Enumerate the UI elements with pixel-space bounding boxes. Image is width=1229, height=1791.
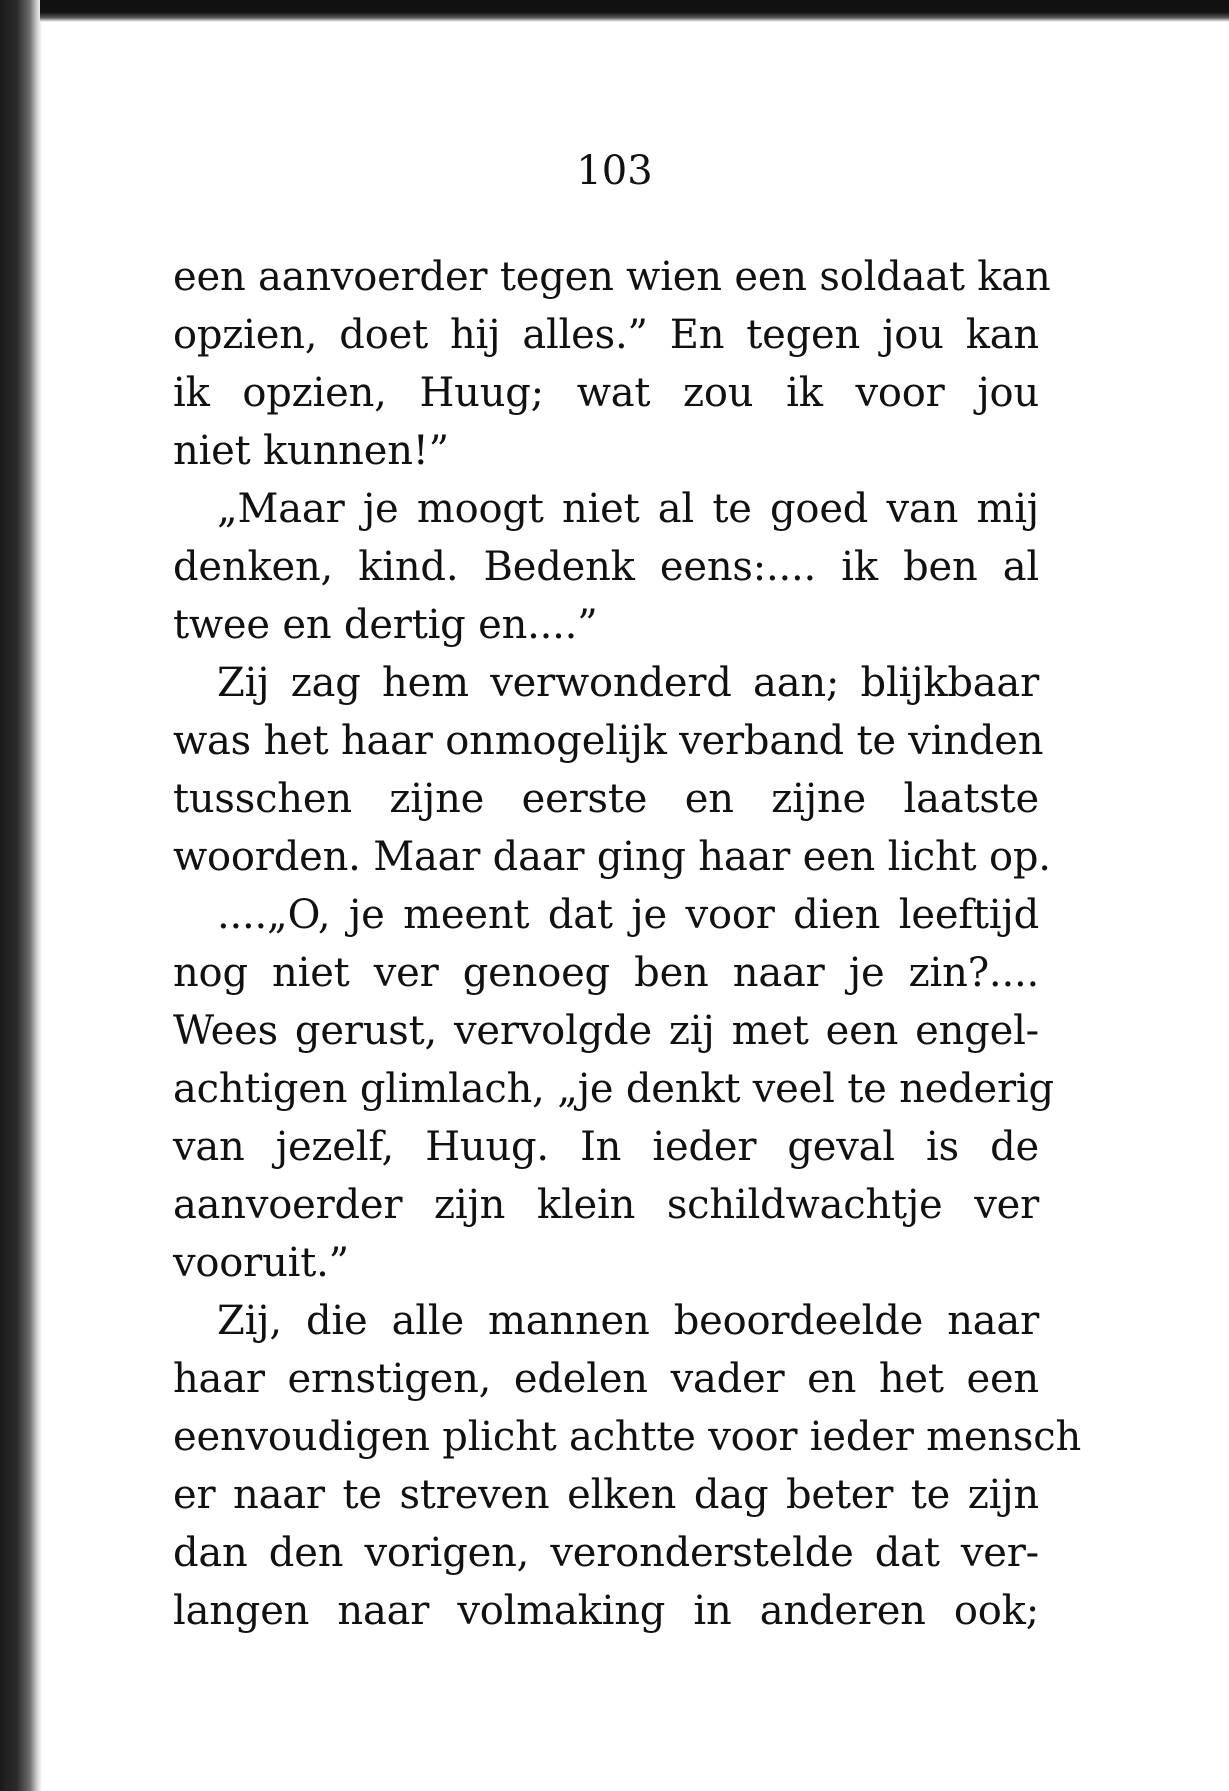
text-line: Zij, die alle mannen beoordeelde naar — [217, 1298, 1039, 1344]
text-line: er naar te streven elken dag beter te zijn — [173, 1472, 1039, 1518]
text-line: woorden. Maar daar ging haar een licht op. — [173, 834, 1051, 880]
text-line: Zij zag hem verwonderd aan; blijkbaar — [217, 660, 1039, 706]
text-line: van jezelf, Huug. In ieder geval is de — [173, 1124, 1039, 1170]
text-line: achtigen glimlach, „je denkt veel te nederig — [173, 1066, 1054, 1112]
text-line: nog niet ver genoeg ben naar je zin?.... — [173, 950, 1039, 996]
text-line: was het haar onmogelijk verband te vinden — [173, 718, 1044, 764]
text-line: langen naar volmaking in anderen ook; — [173, 1588, 1039, 1634]
text-line: Wees gerust, vervolgde zij met een engel- — [173, 1008, 1039, 1054]
page-top-edge — [40, 0, 1229, 22]
text-line: ....„O, je meent dat je voor dien leeftijd — [217, 892, 1039, 938]
text-line: aanvoerder zijn klein schildwachtje ver — [173, 1182, 1039, 1228]
text-line: „Maar je moogt niet al te goed van mij — [217, 486, 1039, 532]
text-line: vooruit.” — [173, 1240, 349, 1286]
page-number: 103 — [576, 148, 653, 194]
text-line: tusschen zijne eerste en zijne laatste — [173, 776, 1039, 822]
text-line: niet kunnen!” — [173, 428, 449, 474]
text-line: ik opzien, Huug; wat zou ik voor jou — [173, 370, 1039, 416]
text-line: dan den vorigen, veronderstelde dat ver- — [173, 1530, 1039, 1576]
text-line: twee en dertig en....” — [173, 602, 598, 648]
text-line: denken, kind. Bedenk eens:.... ik ben al — [173, 544, 1039, 590]
text-line: opzien, doet hij alles.” En tegen jou kan — [173, 312, 1039, 358]
text-line: een aanvoerder tegen wien een soldaat kan — [173, 254, 1051, 300]
book-spine-shadow — [0, 0, 42, 1791]
body-text — [173, 248, 1082, 1640]
text-line: eenvoudigen plicht achtte voor ieder mensch — [173, 1414, 1082, 1460]
text-line: haar ernstigen, edelen vader en het een — [173, 1356, 1039, 1402]
